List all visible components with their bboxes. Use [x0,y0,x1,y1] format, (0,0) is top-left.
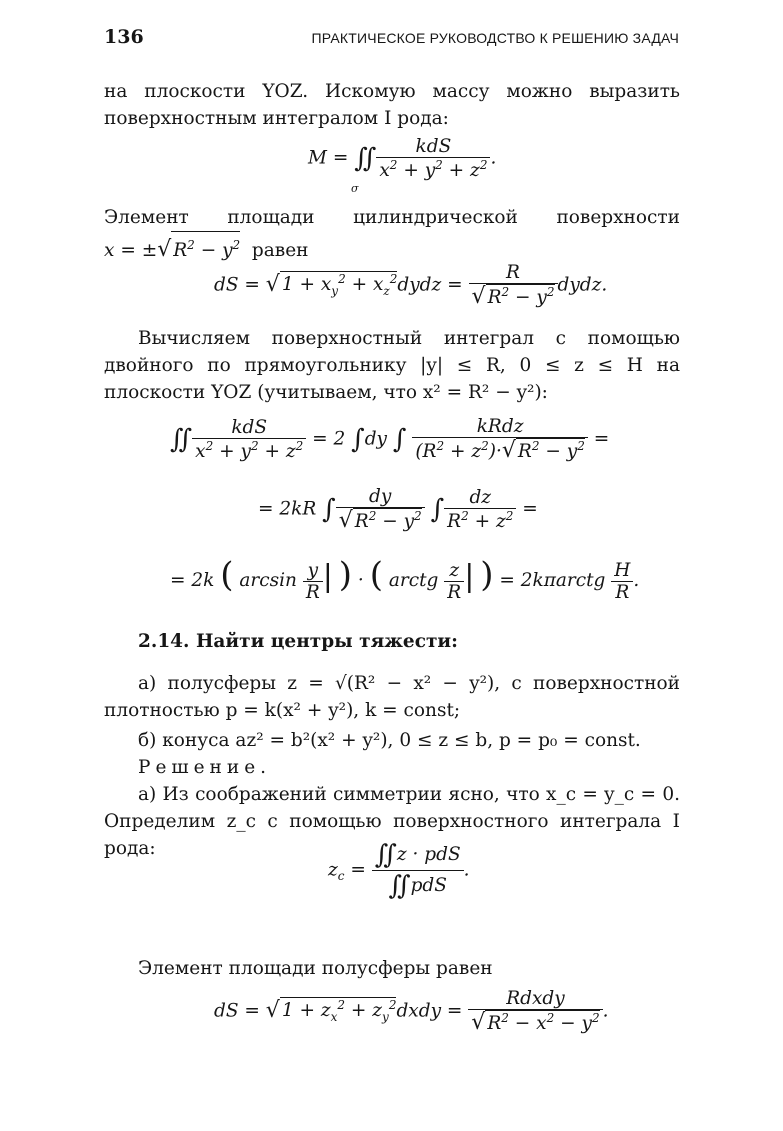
formula-ds-cylinder: dS = √ $1 + x_y^2$ + $x_z^2dydz$ = $\frac{R}{√ R^2 - y^2}$ dydz. [214,262,608,310]
paragraph-hemisphere-element: Элемент площади полусферы равен [138,958,493,979]
running-header: ПРАКТИЧЕСКОЕ РУКОВОДСТВО К РЕШЕНИЮ ЗАДАЧ [311,30,679,46]
paragraph-element-line1 [104,204,680,231]
formula-mass: M = ∬ $\frac{\text{kdS}}{x^2 + y^2 + z^2}$ . σ [308,136,497,195]
task-b: б) конуса az² = b²(x² + y²), 0 ≤ z ≤ b, p = p₀ = const. [138,730,641,751]
task-a: а) полусферы z = √(R² − x² − y²), с поверхностной плотностью p = k(x² + y²), k = const; [104,673,680,721]
formula-ds-hemisphere: dS = √ $1 + z_x^2$ + $z_y^2dxdy$ = $\frac{\text{Rdxdy}}{√ R^2 - x^2 - y^2}$ . [214,988,609,1036]
task-heading: 2.14. Найти центры тяжести: [138,631,458,652]
formula-integral-step2: = 2kR ∫ $\frac{dy}{√ R^2 - y^2}$ ∫ $\frac{dz}{R^2 + z^2}$ = [258,486,538,534]
page-number: 136 [104,26,144,48]
formula-integral-step1: ∬ $\frac{\text{kdS}}{x^2 + y^2 + z^2}$ = 2 ∫dy ∫ $\frac{\text{kRdz}}{(R^2 + z^2)\cdot√ R^2 - y^2}$ = [170,416,610,464]
word: поверхности [556,207,680,228]
formula-integral-result: = 2k ( arcsin $\frac{y}{R}$ | ) · ( arctg $\frac{z}{R}$ | ) = 2kπarctg $\frac{H}{R}$ . [170,555,640,603]
paragraph-compute-integral: Вычисляем поверхностный интеграл с помощью двойного по прямоугольнику |y| ≤ R, 0 ≤ z ≤ H на плоскости YOZ (учитываем, что x² = R² − y²): [104,328,680,403]
formula-zc: $z_c$ = $\frac{\text{∬z · pdS}}{\text{∬pdS}}$ . [328,840,470,901]
solution-label: Решение. [138,757,272,778]
word: Элемент [104,207,189,228]
paragraph-element-line2: x = ±√ $R^2 - y^2$ равен [104,231,680,264]
word: цилиндрической [353,207,518,228]
solution-a: а) Из соображений симметрии ясно, что x_c = y_c = 0. Определим z_c с помощью поверхностного интеграла I рода: [104,784,680,859]
paragraph-mass-intro: на плоскости YOZ. Искомую массу можно выразить поверхностным интегралом I рода: [104,81,680,129]
word: площади [227,207,315,228]
